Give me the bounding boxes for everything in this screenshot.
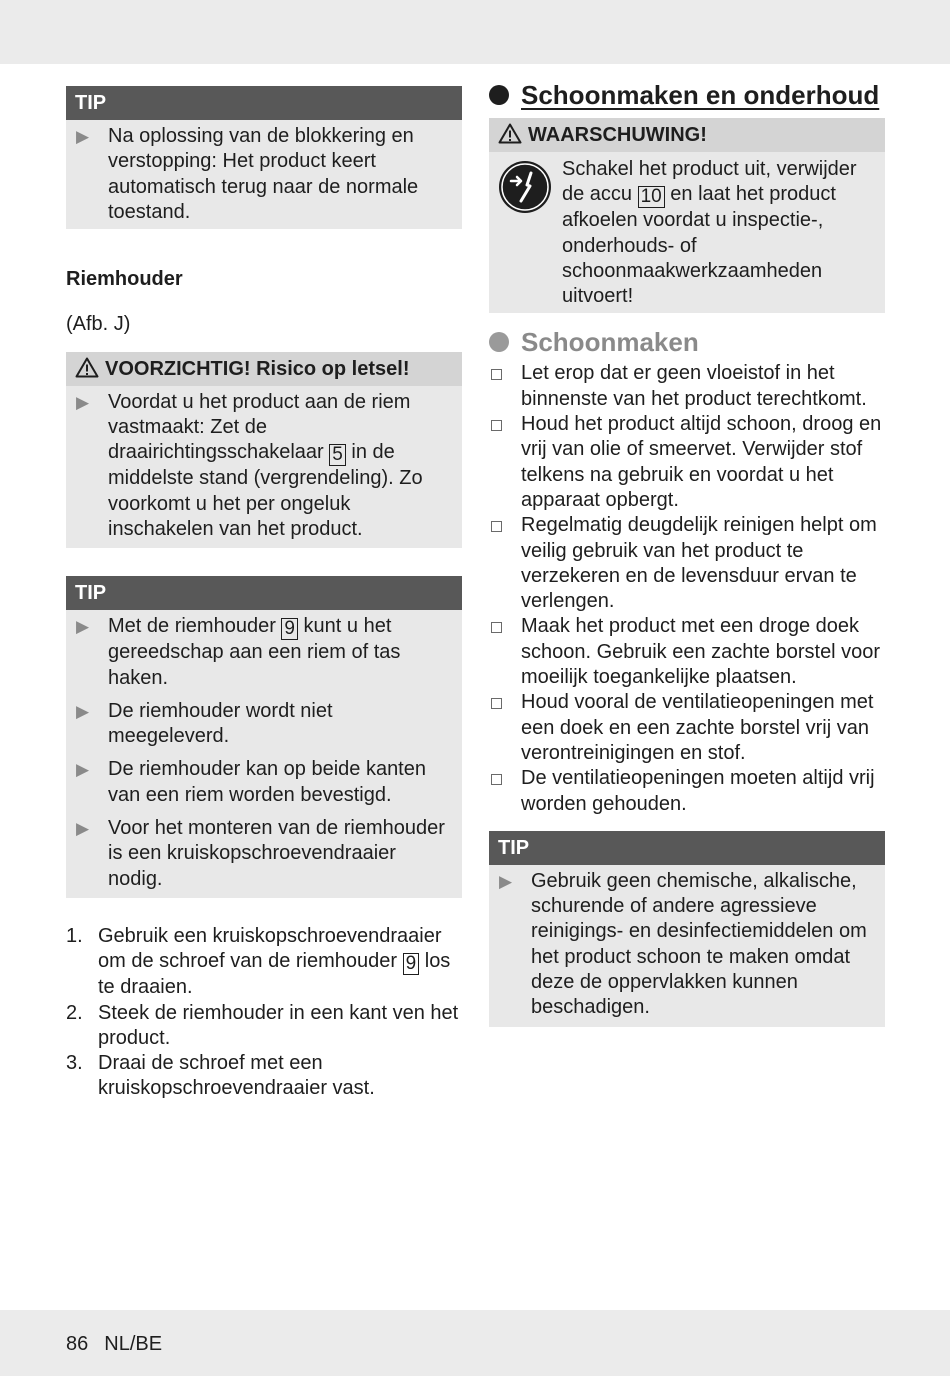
tip-text: Voor het monteren van de riemhouder is een kruiskopschroevendraaier nodig. [108,817,445,890]
language-code: NL/BE [104,1333,163,1355]
list-item: Let erop dat er geen vloeistof in het binnenste van het product terechtkomt. [489,361,885,412]
list-item: Regelmatig deugdelijk reinigen helpt om veilig gebruik van het product te verzekeren en de levensduur ervan te verlengen. [489,513,885,614]
bullet-dot-icon [489,332,509,352]
checkbox-square-icon [489,361,521,412]
step-text: Draai de schroef met een kruiskopschroevendraaier vast. [98,1052,375,1100]
list-item: Houd vooral de ventilatieopeningen met een doek en een zachte borstel vrij van verontreinigingen en stof. [489,690,885,766]
caution-box [66,352,462,548]
left-column [66,86,462,1102]
warning-label: WAARSCHUWING! [528,124,707,146]
warning-text: Schakel het product uit, verwijder de accu 10 en laat het product afkoelen voordat u inspectie-, onderhouds- of schoonmaakwerkzaamheden uitvoert! [562,158,857,308]
caution-label: VOORZICHTIG! Risico op letsel! [105,357,410,380]
tip-item [76,757,452,808]
play-arrow-icon: ▶ [76,701,90,721]
checkbox-square-icon [489,412,521,513]
play-arrow-icon: ▶ [76,392,90,412]
warning-box [489,118,885,313]
right-column [489,80,885,1027]
tip-text: De riemhouder kan op beide kanten van een riem worden bevestigd. [108,758,426,806]
step-item [66,1051,462,1102]
tip-box-blockage [66,86,462,229]
part-number-9: 9 [403,953,420,975]
tip-header: TIP [489,831,885,865]
riemhouder-heading: Riemhouder [66,268,183,291]
checkbox-square-icon [489,614,521,690]
tip-text: De riemhouder wordt niet meegeleverd. [108,699,333,748]
step-number: 2. [66,1001,83,1024]
tip-item [76,699,452,750]
play-arrow-icon: ▶ [76,617,90,637]
play-arrow-icon: ▶ [76,127,90,146]
tip-item [76,816,452,892]
bullet-dot-icon [489,85,509,105]
disconnect-plug-icon [497,159,553,215]
caution-text: Voordat u het product aan de riem vastmaakt: Zet de draairichtingsschakelaar 5 in de middelste stand (vergrendeling). Zo voorkomt u het per ongeluk inschakelen van het product. [108,390,423,540]
step-number: 1. [66,924,83,947]
caution-item [76,390,452,542]
play-arrow-icon: ▶ [76,819,90,839]
play-arrow-icon: ▶ [76,760,90,780]
page-footer [66,1332,162,1356]
tip-text: Na oplossing van de blokkering en verstopping: Het product keert automatisch terug naar de normale toestand. [108,125,419,223]
tip-box-riemhouder [66,576,462,898]
tip-item [76,124,452,225]
list-item: Maak het product met een droge doek schoon. Gebruik een zachte borstel voor moeilijk toegankelijke plaatsen. [489,614,885,690]
list-item: De ventilatieopeningen moeten altijd vrij worden gehouden. [489,766,885,817]
section-title: Schoonmaken en onderhoud [489,80,885,110]
caution-header [66,352,462,386]
tip-text: Gebruik geen chemische, alkalische, schurende of andere agressieve reinigings- en desinfectiemiddelen om het product schoon te maken omdat deze de oppervlakken kunnen beschadigen. [531,869,867,1019]
step-number: 3. [66,1052,83,1075]
checkbox-square-icon [489,766,521,817]
step-text: Gebruik een kruiskopschroevendraaier om de schroef van de riemhouder 9 los te draaien. [98,924,451,999]
play-arrow-icon: ▶ [499,871,513,891]
tip-header: TIP [66,576,462,610]
tip-header: TIP [66,86,462,120]
warning-header [489,118,885,152]
tip-text: Met de riemhouder 9 kunt u het gereedschap aan een riem of tas haken. [108,615,401,689]
step-text: Steek de riemhouder in een kant ven het product. [98,1001,459,1049]
tip-item [499,869,875,1021]
list-item: Houd het product altijd schoon, droog en vrij van olie of smeervet. Verwijder stof telkens na gebruik en voordat u het apparaat opbergt. [489,412,885,513]
warning-triangle-icon [75,357,99,378]
step-item [66,1001,462,1052]
checkbox-square-icon [489,690,521,766]
checkbox-square-icon [489,513,521,614]
page-number: 86 [66,1333,89,1355]
tip-box-cleaning [489,831,885,1027]
part-number-5: 5 [329,444,346,466]
warning-triangle-icon [498,123,522,144]
subsection-title: Schoonmaken [489,327,885,357]
part-number-9: 9 [281,618,298,640]
cleaning-list [489,361,885,816]
steps-list [66,924,462,1102]
step-item [66,924,462,1001]
tip-item [76,614,452,691]
part-number-10: 10 [638,186,665,208]
figure-reference: (Afb. J) [66,313,131,336]
top-margin-bar [0,0,950,64]
